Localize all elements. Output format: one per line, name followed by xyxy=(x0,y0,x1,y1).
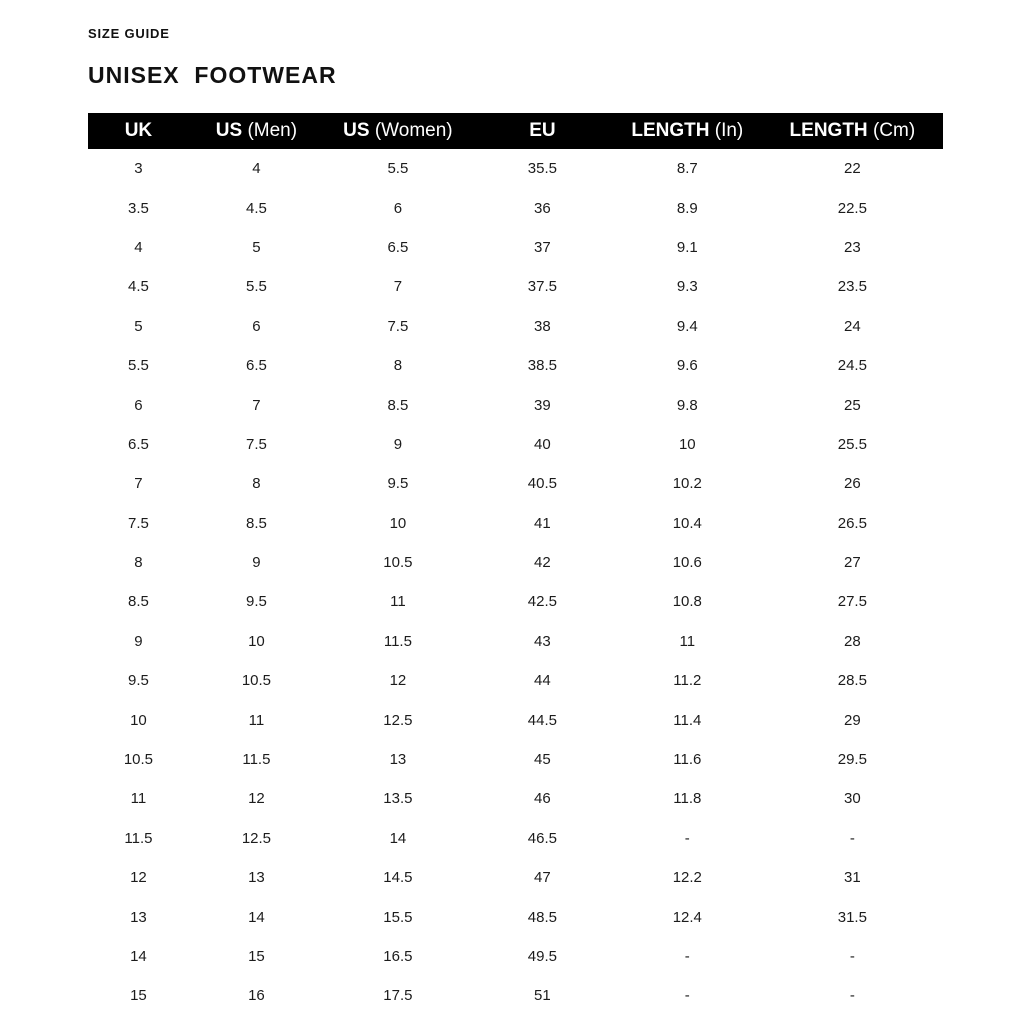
size-cell-eu: 40 xyxy=(534,435,551,453)
size-cell-us-women: 10.5 xyxy=(383,554,413,572)
size-cell-length-in: 9.3 xyxy=(676,278,698,296)
size-cell-uk: 15 xyxy=(130,987,147,1005)
table-row xyxy=(88,582,943,621)
size-cell-us-women: 7 xyxy=(393,278,403,296)
size-cell-us-women: 13 xyxy=(389,751,407,769)
size-cell-length-in: 11 xyxy=(679,632,696,650)
size-cell-uk: 7 xyxy=(134,475,143,493)
size-cell-us-women: 14 xyxy=(389,829,407,847)
size-cell-us-men: 16 xyxy=(248,987,265,1005)
size-cell-uk: 6.5 xyxy=(128,435,149,453)
table-row xyxy=(88,149,943,188)
size-cell-length-cm: 23 xyxy=(844,238,861,256)
size-cell-uk: 9.5 xyxy=(128,672,149,690)
size-cell-us-men: 10.5 xyxy=(241,672,272,690)
size-cell-length-cm: 26.5 xyxy=(837,514,867,532)
size-cell-us-men: 6.5 xyxy=(245,357,267,375)
size-cell-length-in: 10.2 xyxy=(672,475,702,493)
size-cell-us-women: 9 xyxy=(393,435,403,453)
column-header-length-in-qualifier: (In) xyxy=(714,120,744,141)
size-cell-length-in: 11.2 xyxy=(673,672,702,690)
size-cell-us-men: 5.5 xyxy=(245,278,267,296)
size-cell-length-cm: - xyxy=(849,829,855,847)
size-cell-us-women: 11.5 xyxy=(383,632,412,650)
size-cell-length-in: 10 xyxy=(678,435,696,453)
size-cell-uk: 13 xyxy=(130,908,147,926)
table-row xyxy=(88,976,943,1015)
size-cell-length-cm: 25.5 xyxy=(837,435,867,453)
size-cell-eu: 51 xyxy=(534,987,551,1005)
size-table xyxy=(88,113,943,1016)
size-cell-uk: 11.5 xyxy=(124,829,153,847)
table-row xyxy=(88,622,943,661)
size-cell-eu: 36 xyxy=(534,199,551,217)
size-cell-uk: 6 xyxy=(134,396,143,414)
size-cell-length-cm: 22 xyxy=(844,160,861,178)
size-cell-eu: 49.5 xyxy=(527,948,557,965)
size-cell-uk: 8 xyxy=(134,554,143,572)
column-header-length-cm xyxy=(762,113,943,149)
table-row xyxy=(88,267,943,306)
table-row xyxy=(88,858,943,897)
column-header-length-in xyxy=(613,113,762,149)
column-header-us-women xyxy=(324,113,472,149)
table-row xyxy=(88,740,943,779)
table-row xyxy=(88,188,943,227)
column-header-length-cm-main: LENGTH xyxy=(789,120,868,141)
size-cell-length-in: 9.1 xyxy=(676,238,698,256)
table-row xyxy=(88,464,943,503)
size-cell-length-cm: 24 xyxy=(844,317,861,335)
size-guide-label: SIZE GUIDE xyxy=(88,26,170,41)
table-row xyxy=(88,937,943,976)
column-header-us-women-qualifier: (Women) xyxy=(374,120,453,141)
header-row xyxy=(88,113,943,149)
size-cell-uk: 10 xyxy=(130,711,147,729)
size-cell-us-men: 11 xyxy=(248,711,265,729)
table-row xyxy=(88,346,943,385)
size-cell-length-in: 11.6 xyxy=(673,751,702,769)
size-cell-length-in: - xyxy=(684,948,690,965)
column-header-eu-main: EU xyxy=(529,120,556,141)
column-header-length-in-main: LENGTH xyxy=(631,120,710,141)
size-cell-us-women: 6 xyxy=(393,199,403,217)
size-cell-eu: 44.5 xyxy=(527,711,557,729)
size-cell-us-women: 9.5 xyxy=(387,475,409,493)
size-cell-eu: 37.5 xyxy=(527,278,557,296)
size-cell-length-cm: 27.5 xyxy=(837,593,867,611)
column-header-us-men-qualifier: (Men) xyxy=(247,120,298,141)
size-cell-us-women: 16.5 xyxy=(383,948,413,965)
size-cell-us-women: 15.5 xyxy=(383,908,413,926)
size-cell-us-men: 5 xyxy=(252,238,261,256)
size-cell-length-cm: 30 xyxy=(844,790,861,808)
size-cell-length-cm: 29 xyxy=(844,711,861,729)
size-cell-uk: 10.5 xyxy=(123,751,154,769)
size-cell-us-men: 9.5 xyxy=(245,593,267,611)
size-cell-length-in: 8.7 xyxy=(676,160,698,178)
size-cell-us-women: 8 xyxy=(393,357,403,375)
size-cell-length-in: 9.8 xyxy=(676,396,698,414)
size-cell-eu: 45 xyxy=(534,751,551,769)
size-cell-eu: 39 xyxy=(534,396,551,414)
size-cell-uk: 9 xyxy=(134,632,143,650)
size-cell-us-men: 4 xyxy=(252,160,261,178)
size-cell-us-men: 14 xyxy=(248,908,265,926)
table-row xyxy=(88,779,943,818)
table-row xyxy=(88,543,943,582)
size-cell-length-in: 12.4 xyxy=(672,908,702,926)
size-cell-uk: 4 xyxy=(134,238,143,256)
table-row xyxy=(88,385,943,424)
size-cell-us-men: 9 xyxy=(252,554,261,572)
size-cell-us-women: 7.5 xyxy=(387,317,409,335)
size-cell-eu: 40.5 xyxy=(527,475,557,493)
size-cell-us-women: 8.5 xyxy=(387,396,409,414)
size-cell-uk: 12 xyxy=(130,869,147,887)
page-title: UNISEX FOOTWEAR xyxy=(88,62,337,88)
size-cell-eu: 42.5 xyxy=(527,593,557,611)
column-header-us-women-main: US xyxy=(343,120,370,141)
size-cell-us-women: 14.5 xyxy=(383,869,413,887)
size-cell-length-in: 9.4 xyxy=(676,317,698,335)
size-cell-length-cm: 31 xyxy=(844,869,861,887)
size-cell-us-women: 12.5 xyxy=(383,711,413,729)
size-cell-us-women: 10 xyxy=(389,514,407,532)
size-cell-eu: 41 xyxy=(534,514,551,532)
table-row xyxy=(88,504,943,543)
size-cell-length-cm: 28.5 xyxy=(837,672,867,690)
size-cell-us-men: 12.5 xyxy=(241,829,272,847)
size-cell-us-men: 7 xyxy=(252,396,261,414)
size-cell-us-women: 6.5 xyxy=(387,238,409,256)
size-cell-length-cm: - xyxy=(849,987,855,1005)
size-cell-eu: 43 xyxy=(534,632,551,650)
size-cell-us-men: 12 xyxy=(248,790,265,808)
size-cell-uk: 5.5 xyxy=(128,357,149,375)
size-cell-us-men: 4.5 xyxy=(245,199,267,217)
size-cell-us-men: 10 xyxy=(248,632,265,650)
column-header-us-men xyxy=(189,113,324,149)
size-cell-length-in: - xyxy=(684,987,690,1005)
size-cell-uk: 14 xyxy=(130,948,147,965)
table-row xyxy=(88,700,943,739)
size-cell-us-men: 8 xyxy=(252,475,261,493)
size-cell-length-cm: - xyxy=(849,948,855,965)
size-cell-us-women: 13.5 xyxy=(383,790,413,808)
size-cell-eu: 48.5 xyxy=(527,908,557,926)
size-cell-length-in: 12.2 xyxy=(672,869,702,887)
column-header-length-cm-qualifier: (Cm) xyxy=(872,120,916,141)
size-cell-us-men: 6 xyxy=(252,317,261,335)
size-cell-length-cm: 27 xyxy=(844,554,861,572)
size-cell-uk: 3 xyxy=(134,160,143,178)
size-cell-us-men: 13 xyxy=(248,869,265,887)
size-cell-eu: 46.5 xyxy=(527,829,557,847)
size-cell-length-cm: 31.5 xyxy=(837,908,867,926)
table-row xyxy=(88,897,943,936)
size-cell-us-women: 17.5 xyxy=(383,987,413,1005)
size-cell-us-women: 5.5 xyxy=(387,160,409,178)
column-header-us-men-main: US xyxy=(215,120,243,141)
size-cell-eu: 38.5 xyxy=(527,357,557,375)
column-header-uk xyxy=(88,113,189,149)
table-row xyxy=(88,425,943,464)
size-cell-eu: 38 xyxy=(534,317,551,335)
size-cell-eu: 47 xyxy=(534,869,551,887)
size-cell-uk: 8.5 xyxy=(128,593,149,611)
column-header-eu xyxy=(472,113,613,149)
size-table-body xyxy=(88,149,943,1016)
size-cell-us-men: 15 xyxy=(248,948,265,965)
size-cell-us-women: 12 xyxy=(389,672,407,690)
table-row xyxy=(88,228,943,267)
size-cell-length-in: - xyxy=(684,829,690,847)
table-row xyxy=(88,307,943,346)
size-cell-uk: 7.5 xyxy=(128,514,149,532)
size-cell-eu: 35.5 xyxy=(527,160,557,178)
size-cell-length-cm: 25 xyxy=(844,396,861,414)
size-cell-length-in: 10.6 xyxy=(672,554,702,572)
size-cell-eu: 46 xyxy=(534,790,551,808)
table-row xyxy=(88,819,943,858)
size-cell-length-cm: 24.5 xyxy=(837,357,867,375)
size-cell-length-in: 11.4 xyxy=(673,711,702,729)
size-cell-us-women: 11 xyxy=(390,593,406,611)
size-cell-uk: 5 xyxy=(134,317,143,335)
size-cell-us-men: 11.5 xyxy=(242,751,271,769)
size-cell-uk: 3.5 xyxy=(128,199,149,217)
size-cell-length-in: 10.4 xyxy=(672,514,702,532)
table-row xyxy=(88,661,943,700)
size-cell-us-men: 8.5 xyxy=(245,514,267,532)
size-cell-length-cm: 22.5 xyxy=(837,199,867,217)
size-cell-length-cm: 29.5 xyxy=(837,751,867,769)
size-cell-length-in: 10.8 xyxy=(672,593,702,611)
size-cell-eu: 37 xyxy=(534,238,551,256)
size-cell-eu: 44 xyxy=(534,672,551,690)
size-cell-uk: 11 xyxy=(130,790,147,808)
size-cell-length-cm: 28 xyxy=(844,632,861,650)
size-cell-us-men: 7.5 xyxy=(245,435,267,453)
column-header-uk-main: UK xyxy=(124,120,153,141)
size-cell-length-cm: 26 xyxy=(844,475,861,493)
size-cell-eu: 42 xyxy=(534,554,551,572)
size-cell-length-in: 8.9 xyxy=(676,199,698,217)
size-cell-uk: 4.5 xyxy=(128,278,149,296)
size-cell-length-in: 11.8 xyxy=(673,790,702,808)
size-cell-length-in: 9.6 xyxy=(676,357,698,375)
size-cell-length-cm: 23.5 xyxy=(837,278,867,296)
